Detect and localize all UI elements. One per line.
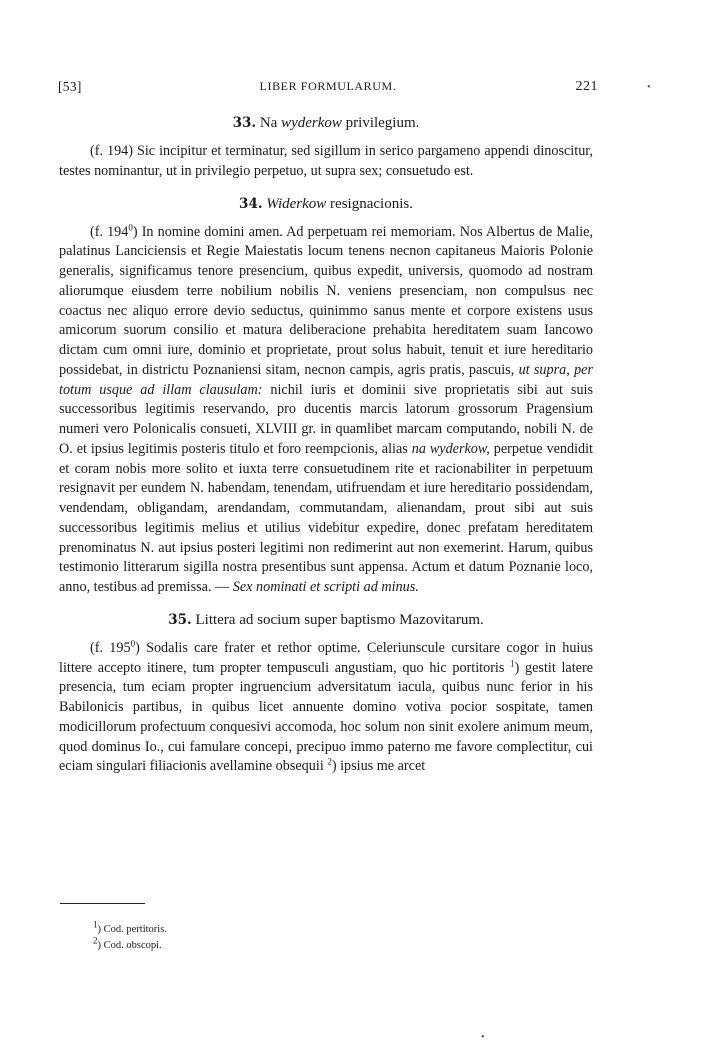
paragraph-text: perpetue vendidit et coram nobis more solito et iuxta terre consuetudinem rite et racionabiliter in perpetuum resignavit per eundem N. habendam, tenendam, utifruendam et iure hereditario possidendam, vendendam, obligandam, arendandam, commutandam, alienandam, prout sibi aut suis successoribus legitimis melius et utilius videbitur expedire, donec prefatam hereditatem prenominatus N. aut ipsius posteri legitimi non redimerint aut non exemerint. Harum, quibus testimonio litterarum sigilla nostra presentibus sunt appensa. Actum et datum Poznanie loco, anno, testibus ad premissa. — — [59, 440, 593, 595]
section-title-text: resignacionis. — [326, 195, 413, 212]
paragraph-text: Sodalis care frater et rethor optime. Celeriunscule cursitare cogor in huius littere accepto itinere, tum propter tempusculi angustiam, quo hic portitoris — [59, 639, 593, 676]
paragraph-text: nichil iuris et dominii sive proprietatis sibi aut suis successoribus legitimis reservando, pro ducentis marcis latorum grossorum Pragensium numeri vero Polonicalis consueti, XLVIII gr. in quamlibet marcam computando, nobili N. de O. et ipsius legitimis posteris titulo et foro reempcionis, alias — [59, 381, 593, 457]
section-paragraph-33 — [59, 142, 593, 182]
paragraph-italic: Sex nominati et scripti ad minus. — [232, 579, 419, 595]
paragraph-text: In nomine domini amen. Ad perpetuam rei memoriam. Nos Albertus de Malie, palatinus Lanciciensis et Regie Maiestatis locum tenens necnon capitaneus Maioris Polonie generalis, significamus tenore presencium, quibus expedit, universis, quomodo ad nostram aliorumque eiusdem terre nobilium nobilis N. veniens presenciam, non compulsus nec coactus nec aliquo errore devio seductus, quinimmo sanus mente et corpore existens usus amicorum suorum consilio et matura deliberacione prehabita hereditatem suam Iancowo dictam cum omni iure, dominio et proprietate, prout solus habuit, tenuit et iure hereditario possidebat, in districtu Poznaniensi sitam, necnon campis, agris pratis, pascuis, — [59, 223, 593, 378]
folio-reference: (f. 194 — [90, 223, 129, 240]
footnote-reference: 2 — [327, 756, 332, 767]
section-title-italic: Widerkow — [266, 195, 327, 212]
footnote-text: ) Cod. obscopi. — [97, 940, 162, 951]
section-heading-33 — [59, 113, 593, 134]
paragraph-text: Sic incipitur et terminatur, sed sigillum in serico pargameno appendi dinoscitur, testes nominantur, ut in privilegio perpetuo, ut supra sex; consuetudo est. — [59, 143, 593, 179]
paragraph-italic: ut supra, per totum usque ad illam clausulam: — [59, 361, 593, 398]
footnote-text: ) Cod. pertitoris. — [97, 924, 167, 935]
section-heading-34 — [59, 194, 593, 215]
running-title: LIBER FORMULARUM. — [259, 79, 397, 93]
folio-reference: (f. 194) — [90, 143, 133, 159]
folio-close: ) — [135, 639, 140, 656]
section-paragraph-34 — [59, 223, 593, 598]
page-number: 221 — [575, 79, 598, 94]
folio-close: ) — [132, 223, 138, 240]
section-title-text: Littera ad socium super baptismo Mazovitarum. — [191, 611, 484, 628]
footnote-divider — [60, 903, 145, 904]
folio-superscript: 0 — [130, 638, 136, 649]
folio-superscript: 0 — [128, 221, 133, 232]
footnote-mark: 1 — [93, 919, 98, 930]
section-heading-35 — [59, 610, 593, 631]
section-number: 35. — [168, 611, 192, 628]
paragraph-italic: na wyderkow, — [411, 440, 490, 457]
folio-reference: (f. 195 — [90, 639, 131, 656]
footnote — [93, 919, 167, 938]
section-number: 33. — [232, 115, 257, 131]
footnote-mark: 2 — [93, 935, 98, 946]
paragraph-text: ) gestit latere presencia, tum eciam propter ingruencium adversitatum iacula, quibus nunc ferior in his Babilonicis partibus, in quibus licet annuente domino votiva pocior sospitate, tamen modicillorum profectuum conquesivi accomoda, hoc solum non sinit exolere animum meum, quod dominus Io., cui famulare concepi, precipuo immo paterno me favore complectitur, cui eciam singulari filiacionis avellamine obsequii — [59, 659, 593, 775]
section-title-text: privilegium. — [341, 115, 420, 131]
section-paragraph-35 — [59, 639, 593, 777]
scan-speck: • — [481, 1032, 485, 1043]
section-title-text: Na — [259, 115, 282, 131]
paragraph-text: ) ipsius me arcet — [331, 758, 426, 775]
running-header — [58, 79, 598, 99]
scan-speck: • — [647, 82, 651, 93]
footnotes — [93, 919, 167, 954]
section-title-italic: wyderkow — [281, 115, 342, 131]
section-number: 34. — [239, 195, 263, 212]
main-text — [59, 113, 593, 777]
page-reference: [53] — [58, 79, 82, 94]
footnote-reference: 1 — [510, 657, 515, 668]
footnote — [93, 935, 167, 954]
